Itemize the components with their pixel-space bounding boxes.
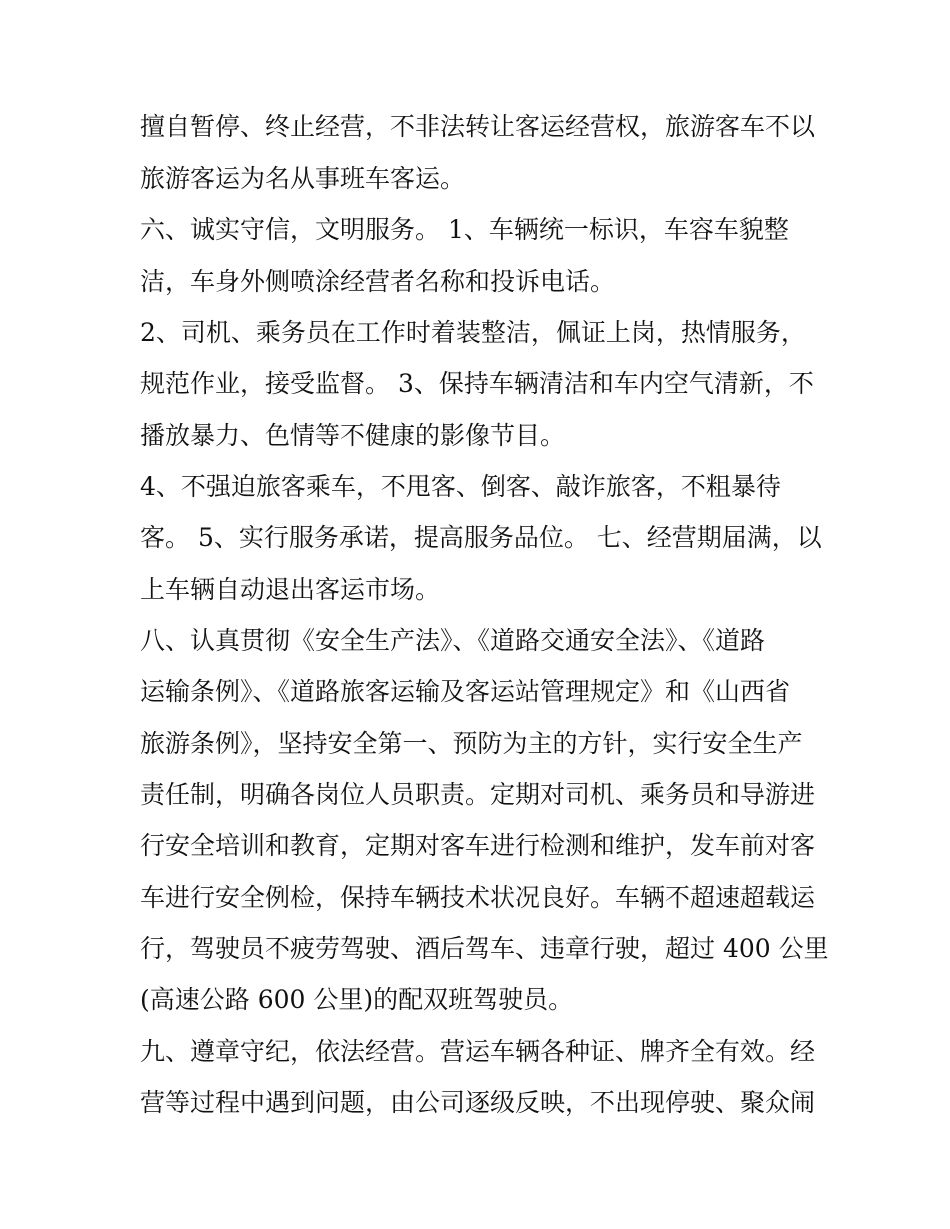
text-line-17: 行，驾驶员不疲劳驾驶、酒后驾车、违章行驶，超过 400 公里 — [140, 934, 829, 963]
text-line-2: 旅游客运为名从事班车客运。 — [140, 164, 466, 193]
text-line-16: 车进行安全例检，保持车辆技术状况良好。车辆不超速超载运 — [140, 883, 816, 912]
text-line-20: 营等过程中遇到问题，由公司逐级反映，不出现停驶、聚众闹 — [140, 1088, 816, 1117]
text-line-3: 六、诚实守信，文明服务。 1、车辆统一标识，车容车貌整 — [140, 215, 789, 244]
text-line-5: 2、司机、乘务员在工作时着装整洁，佩证上岗，热情服务， — [140, 318, 806, 347]
text-line-11: 八、认真贯彻《安全生产法》、《道路交通安全法》、《道路 — [140, 626, 766, 655]
text-line-6: 规范作业，接受监督。 3、保持车辆清洁和车内空气清新，不 — [140, 369, 814, 398]
text-line-1: 擅自暂停、终止经营，不非法转让客运经营权，旅游客车不以 — [140, 112, 816, 141]
text-line-10: 上车辆自动退出客运市场。 — [140, 575, 441, 604]
text-line-7: 播放暴力、色情等不健康的影像节目。 — [140, 421, 566, 450]
text-line-12: 运输条例》、《道路旅客运输及客运站管理规定》和《山西省 — [140, 677, 791, 706]
text-line-8: 4、不强迫旅客乘车，不甩客、倒客、敲诈旅客，不粗暴待 — [140, 472, 781, 501]
text-line-9: 客。 5、实行服务承诺，提高服务品位。 七、经营期届满，以 — [140, 523, 822, 552]
text-line-4: 洁，车身外侧喷涂经营者名称和投诉电话。 — [140, 267, 616, 296]
text-line-13: 旅游条例》，坚持安全第一、预防为主的方针，实行安全生产 — [140, 729, 803, 758]
text-line-14: 责任制，明确各岗位人员职责。定期对司机、乘务员和导游进 — [140, 780, 816, 809]
text-line-18: (高速公路 600 公里)的配双班驾驶员。 — [140, 985, 574, 1014]
text-line-15: 行安全培训和教育，定期对客车进行检测和维护，发车前对客 — [140, 831, 816, 860]
text-line-19: 九、遵章守纪，依法经营。营运车辆各种证、牌齐全有效。经 — [140, 1037, 816, 1066]
